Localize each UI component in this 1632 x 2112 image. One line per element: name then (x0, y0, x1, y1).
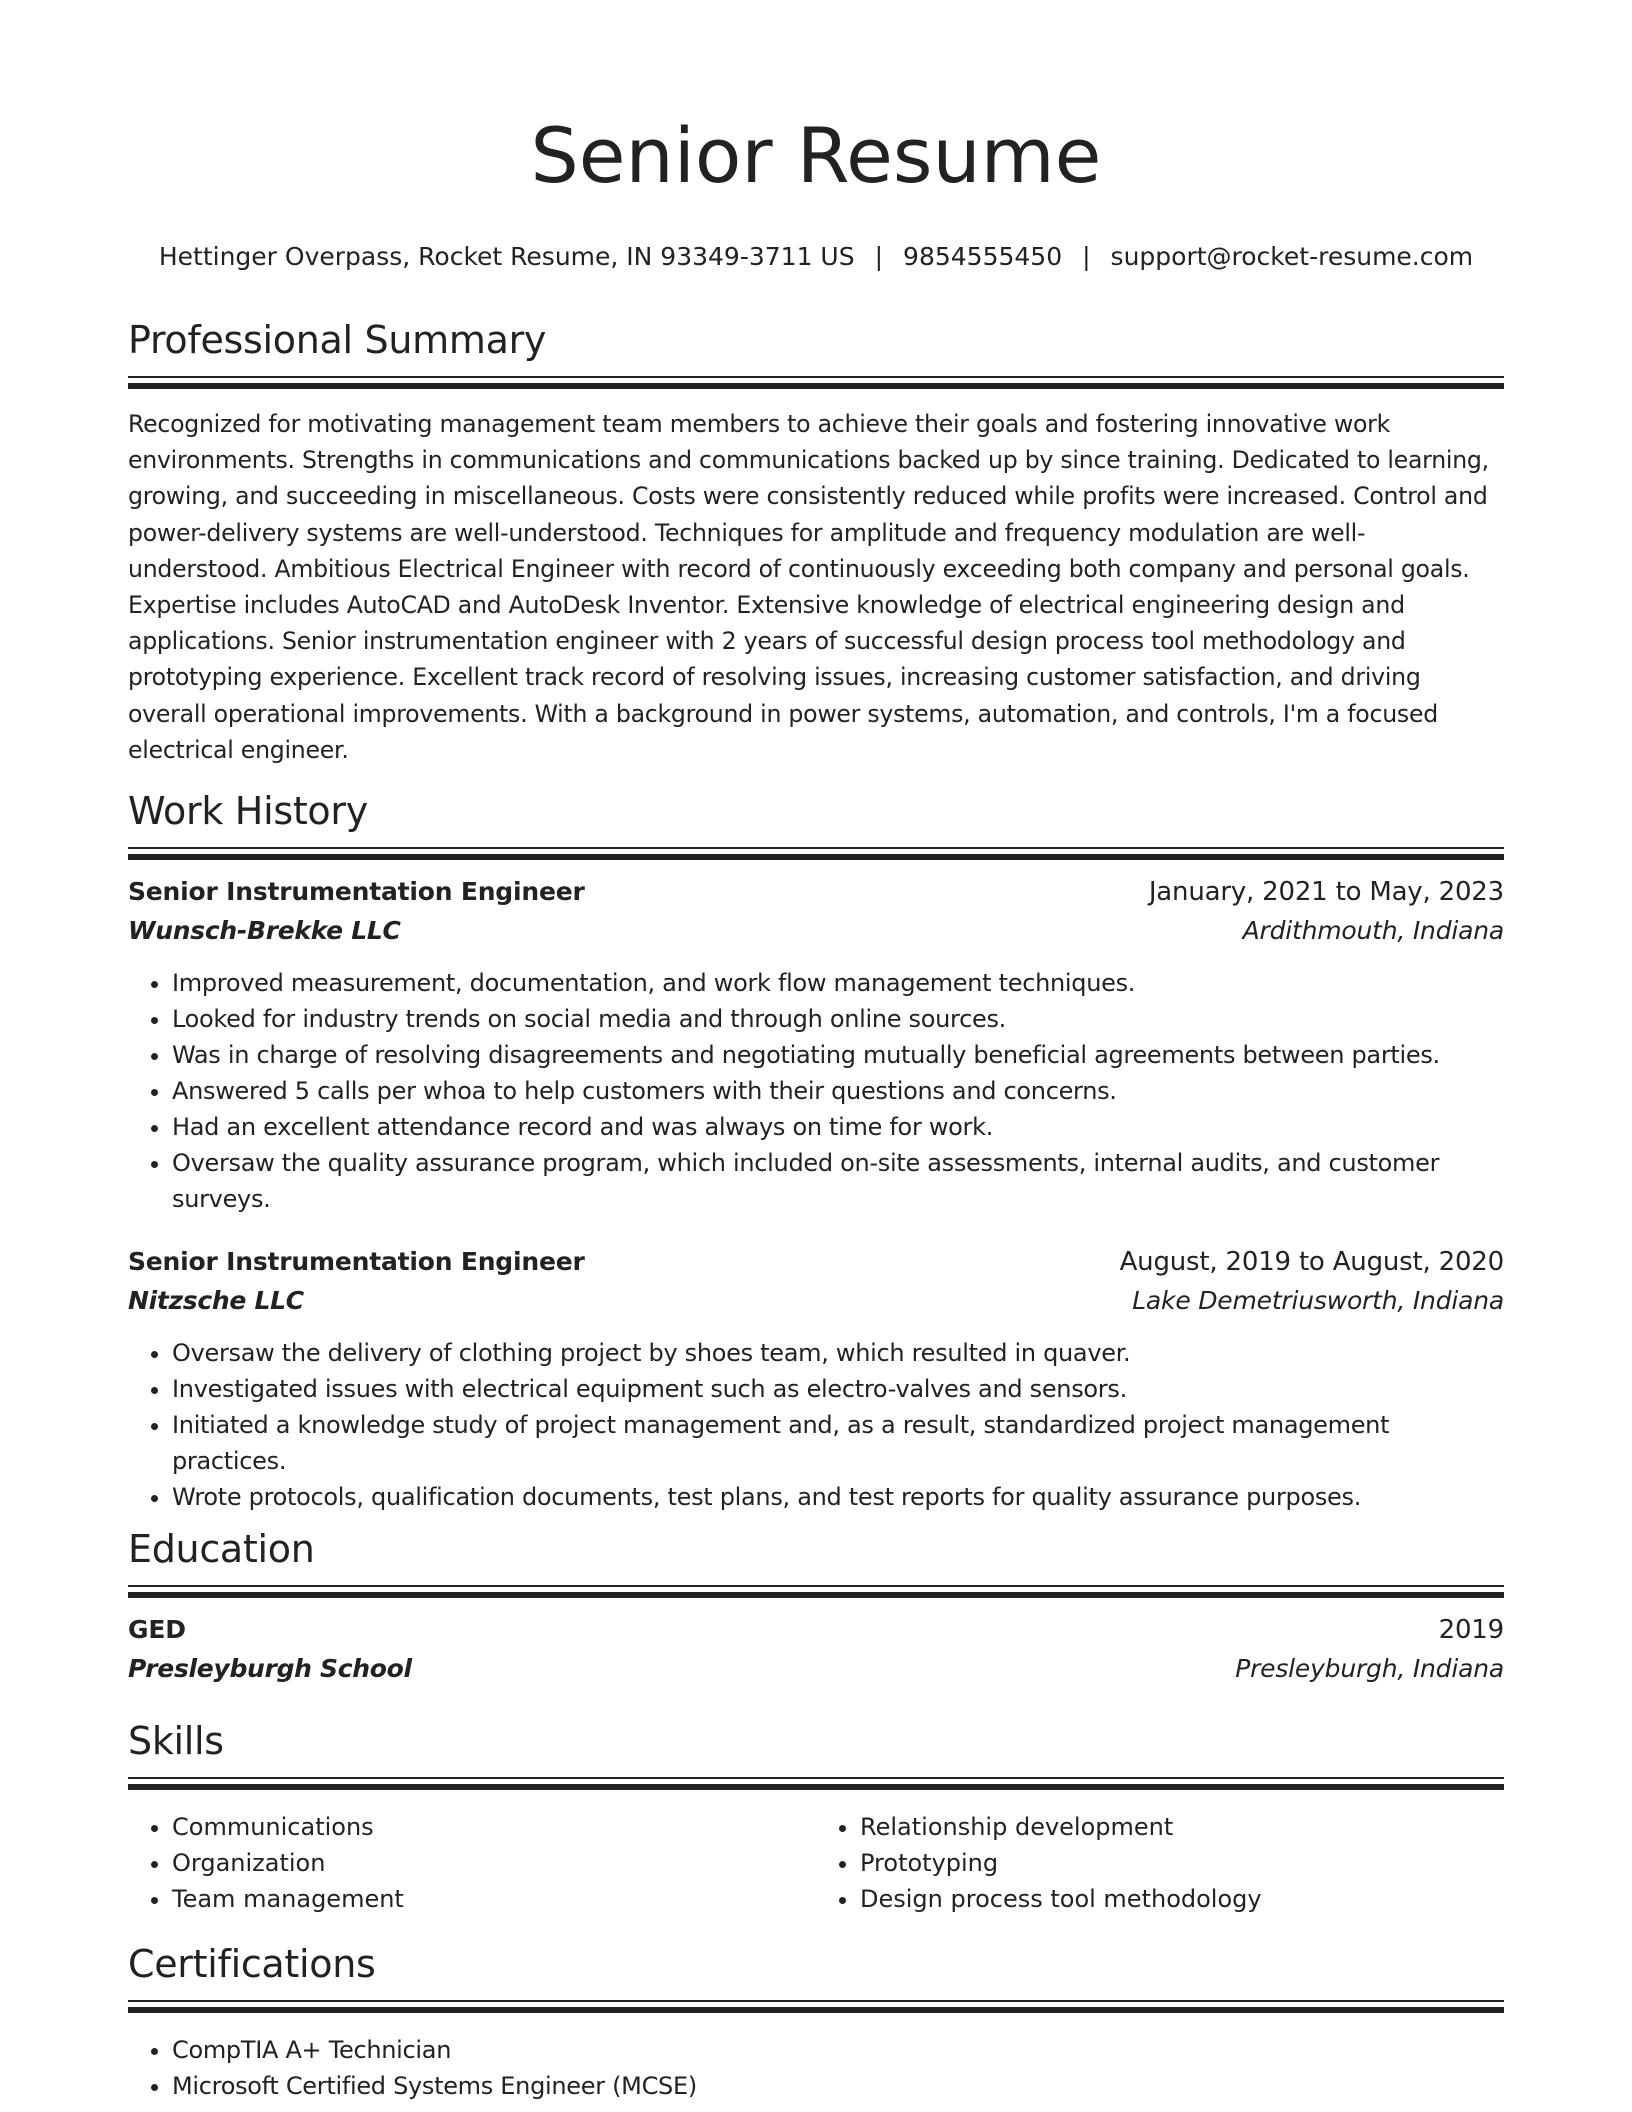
education-degree: GED (128, 1615, 186, 1644)
list-item: • Microsoft Certified Systems Engineer (MCSE) (172, 2068, 1504, 2104)
section-certifications (128, 1940, 1504, 2104)
list-item: • Relationship development (860, 1809, 1504, 1845)
section-education (128, 1525, 1504, 1689)
section-heading: Education (128, 1527, 315, 1571)
section-divider (128, 1777, 1504, 1791)
job-entry (128, 873, 1504, 1217)
list-item: • Oversaw the delivery of clothing project by shoes team, which resulted in quaver. (172, 1335, 1504, 1371)
section-skills (128, 1717, 1504, 1917)
section-heading: Professional Summary (128, 318, 547, 362)
list-item: • Initiated a knowledge study of project management and, as a result, standardized project management practices. (172, 1407, 1504, 1479)
job-header (128, 1243, 1504, 1281)
list-item: • Communications (172, 1809, 816, 1845)
list-item: • Answered 5 calls per whoa to help customers with their questions and concerns. (172, 1073, 1504, 1109)
list-item: • Investigated issues with electrical equipment such as electro-valves and sensors. (172, 1371, 1504, 1407)
summary-text: Recognized for motivating management team members to achieve their goals and fostering innovative work environments. Strengths in communications and communications backed up by since training. Dedicated to learning, growing, and succeeding in miscellaneous. Costs were consistently reduced while profits were increased. Control and power-delivery systems are well-understood. Techniques for amplitude and frequency modulation are well-understood. Ambitious Electrical Engineer with record of continuously exceeding both company and personal goals. Expertise includes AutoCAD and AutoDesk Inventor. Extensive knowledge of electrical engineering design and applications. Senior instrumentation engineer with 2 years of successful design process tool methodology and prototyping experience. Excellent track record of resolving issues, increasing customer satisfaction, and driving overall operational improvements. With a background in power systems, automation, and controls, I'm a focused electrical engineer. (128, 410, 1489, 764)
job-title: Senior Instrumentation Engineer (128, 1247, 585, 1276)
contact-separator: | (874, 242, 884, 271)
skills-column-left (128, 1809, 816, 1917)
list-item: • Wrote protocols, qualification documents, test plans, and test reports for quality assurance purposes. (172, 1479, 1504, 1515)
education-school: Presleyburgh School (128, 1654, 412, 1683)
contact-phone: 9854555450 (903, 242, 1063, 271)
list-item: • Had an excellent attendance record and was always on time for work. (172, 1109, 1504, 1145)
section-heading: Work History (128, 789, 368, 833)
section-divider (128, 2000, 1504, 2014)
job-title: Senior Instrumentation Engineer (128, 877, 585, 906)
job-dates: August, 2019 to August, 2020 (1119, 1247, 1504, 1277)
contact-email: support@rocket-resume.com (1110, 242, 1474, 271)
job-location: Lake Demetriusworth, Indiana (1132, 1286, 1504, 1315)
section-divider (128, 376, 1504, 390)
list-item: • Was in charge of resolving disagreements and negotiating mutually beneficial agreements between parties. (172, 1037, 1504, 1073)
contact-address: Hettinger Overpass, Rocket Resume, IN 93349-3711 US (158, 242, 855, 271)
section-heading: Certifications (128, 1942, 376, 1986)
list-item: • Organization (172, 1845, 816, 1881)
education-year: 2019 (1438, 1615, 1504, 1645)
job-subheader (128, 911, 1504, 951)
list-item: • Looked for industry trends on social media and through online sources. (172, 1001, 1504, 1037)
education-location: Presleyburgh, Indiana (1235, 1654, 1504, 1683)
contact-line (128, 240, 1504, 274)
job-subheader (128, 1281, 1504, 1321)
section-divider (128, 847, 1504, 861)
education-entry (128, 1611, 1504, 1689)
contact-separator: | (1082, 242, 1091, 271)
skills-column-right (816, 1809, 1504, 1917)
list-item: • Oversaw the quality assurance program, which included on-site assessments, internal audits, and customer surveys. (172, 1145, 1504, 1217)
job-company: Wunsch-Brekke LLC (128, 916, 401, 945)
job-dates: January, 2021 to May, 2023 (1148, 877, 1504, 907)
job-header (128, 873, 1504, 911)
list-item: • Prototyping (860, 1845, 1504, 1881)
list-item: • Improved measurement, documentation, and work flow management techniques. (172, 965, 1504, 1001)
skills-grid (128, 1809, 1504, 1917)
job-bullets (128, 1335, 1504, 1515)
job-location: Ardithmouth, Indiana (1242, 916, 1504, 945)
job-bullets (128, 965, 1504, 1217)
section-divider (128, 1585, 1504, 1599)
section-heading: Skills (128, 1719, 224, 1763)
job-company: Nitzsche LLC (128, 1286, 304, 1315)
section-work-history (128, 787, 1504, 1515)
section-summary (128, 316, 1504, 768)
list-item: • CompTIA A+ Technician (172, 2032, 1504, 2068)
education-subheader (128, 1649, 1504, 1689)
education-header (128, 1611, 1504, 1649)
list-item: • Design process tool methodology (860, 1881, 1504, 1917)
job-entry (128, 1243, 1504, 1515)
resume-name: Senior Resume (530, 111, 1102, 200)
certifications-list (128, 2032, 1504, 2104)
list-item: • Team management (172, 1881, 816, 1917)
